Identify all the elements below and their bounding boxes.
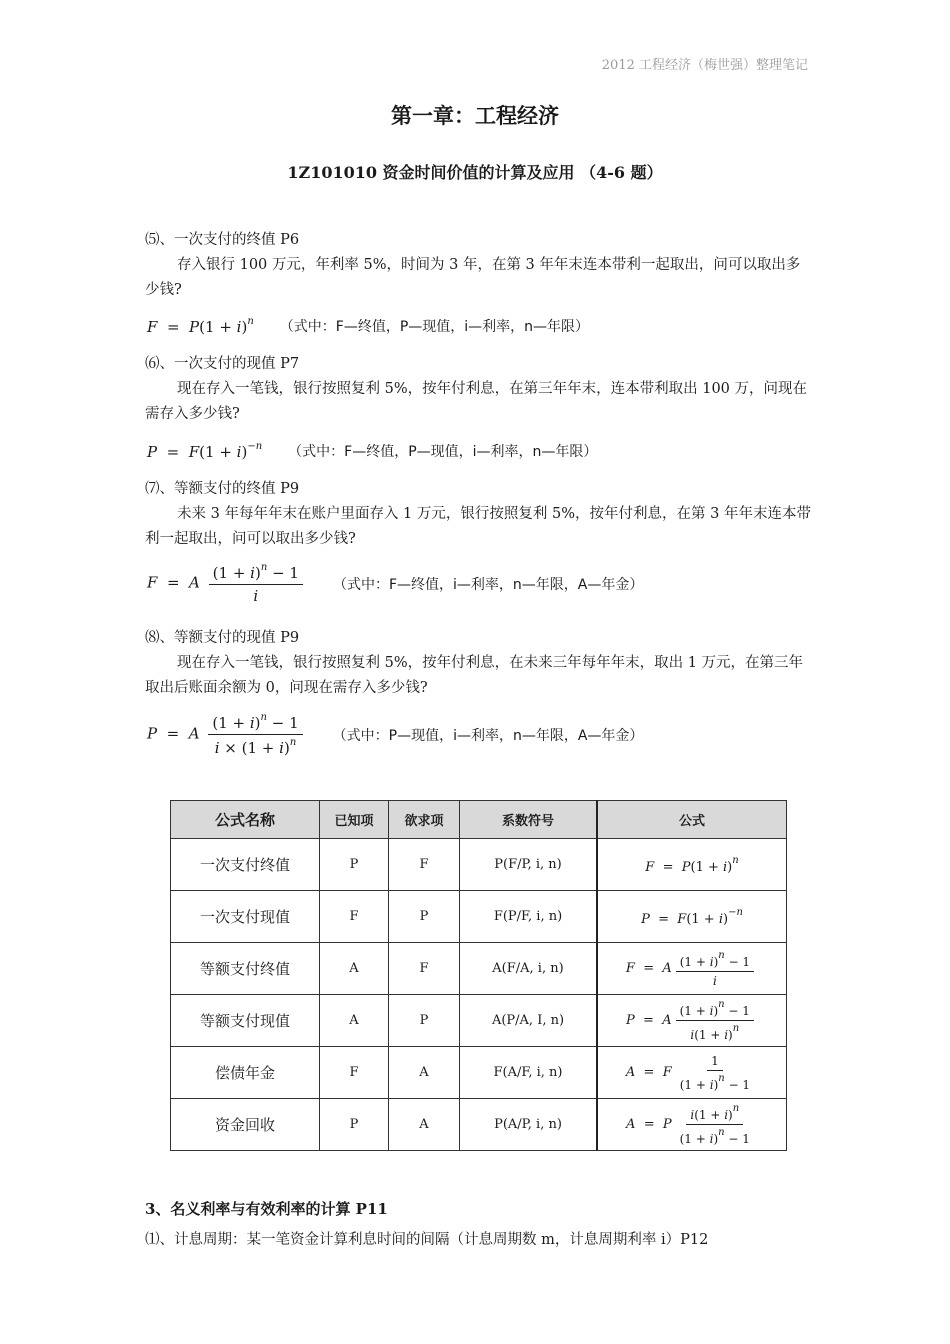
formula-annuity-present: P = A $\frac{(1 + i)^n - 1}{i \times (1 + i)^n}$	[147, 712, 307, 757]
table-header-row	[171, 801, 787, 839]
table-cell: A(P/A, I, n)	[460, 995, 598, 1047]
sub-heading: 3、名义利率与有效利率的计算 P11	[145, 1200, 388, 1218]
chapter-title: 第一章：工程经济	[391, 103, 559, 128]
formula-row-6	[147, 441, 597, 461]
table-cell: P	[389, 995, 460, 1047]
table-row	[171, 1099, 787, 1151]
table-cell: A	[320, 995, 389, 1047]
formula-annuity-future: F = A $\frac{(1 + i)^n - 1}{i}$	[147, 562, 307, 605]
table-cell: 偿债年金	[171, 1047, 320, 1099]
table-cell: F(A/F, i, n)	[460, 1047, 598, 1099]
table-formula-cell: F = A $\frac{(1 + i)^n - 1}{i}$	[597, 943, 787, 995]
item-heading: ⑺、等额支付的终值 P9	[145, 481, 300, 497]
table-formula-cell: $P = F(1 + i)^{-n}$	[597, 891, 787, 943]
table-header: 欲求项	[389, 801, 460, 839]
item-7	[145, 477, 813, 552]
formula-summary-table	[170, 800, 787, 1151]
table-cell: P	[389, 891, 460, 943]
item-body: 存入银行 100 万元，年利率 5%，时间为 3 年，在第 3 年年末连本带利一起取出，问可以取出多少钱?	[145, 257, 801, 298]
table-header: 公式名称	[171, 801, 320, 839]
formula-compound-future: $F = P(1 + i)^n$	[147, 316, 254, 336]
table-cell: F	[389, 839, 460, 891]
formula-note: （式中：F—终值，i—利率，n—年限，A—年金）	[332, 576, 644, 593]
table-cell: F	[320, 891, 389, 943]
formula-row-8	[147, 712, 643, 757]
formula-compound-present: $P = F(1 + i)^{-n}$	[147, 441, 263, 461]
table-formula-cell: P = A $\frac{(1 + i)^n - 1}{i(1 + i)^n}$	[597, 995, 787, 1047]
table-row	[171, 891, 787, 943]
table-cell: A(F/A, i, n)	[460, 943, 598, 995]
table-cell: 一次支付现值	[171, 891, 320, 943]
page-header-note: 2012 工程经济（梅世强）整理笔记	[601, 58, 808, 73]
body-line: ⑴、计息周期：某一笔资金计算利息时间的间隔（计息周期数 m，计息周期利率 i）P12	[145, 1232, 709, 1248]
item-8	[145, 626, 813, 701]
table-header: 已知项	[320, 801, 389, 839]
table-formula-cell: $F = P(1 + i)^n$	[597, 839, 787, 891]
item-heading: ⑻、等额支付的现值 P9	[145, 630, 300, 646]
table-cell: F	[320, 1047, 389, 1099]
formula-row-7	[147, 562, 643, 605]
table-cell: P(A/P, i, n)	[460, 1099, 598, 1151]
table-formula-cell: A = P $\frac{i(1 + i)^n}{(1 + i)^n - 1}$	[597, 1099, 787, 1151]
item-body: 现在存入一笔钱，银行按照复利 5%，按年付利息，在第三年年末，连本带利取出 100 万，问现在需存入多少钱?	[145, 381, 808, 422]
formula-row-5	[147, 316, 589, 336]
table-row	[171, 995, 787, 1047]
item-5	[145, 228, 813, 303]
formula-note: （式中：P—现值，i—利率，n—年限，A—年金）	[332, 727, 644, 744]
table-cell: 一次支付终值	[171, 839, 320, 891]
table-cell: F(P/F, i, n)	[460, 891, 598, 943]
table-formula-cell: A = F $\frac{1}{(1 + i)^n - 1}$	[597, 1047, 787, 1099]
table-cell: P(F/P, i, n)	[460, 839, 598, 891]
item-heading: ⑸、一次支付的终值 P6	[145, 232, 300, 248]
table-cell: A	[320, 943, 389, 995]
item-body: 未来 3 年每年年末在账户里面存入 1 万元，银行按照复利 5%，按年付利息，在第 3 年年末连本带利一起取出，问可以取出多少钱?	[145, 506, 811, 547]
table-row	[171, 943, 787, 995]
formula-note: （式中：F—终值，P—现值，i—利率，n—年限）	[279, 319, 590, 335]
table-row	[171, 1047, 787, 1099]
table-cell: 等额支付终值	[171, 943, 320, 995]
table-header: 公式	[597, 801, 787, 839]
table-cell: F	[389, 943, 460, 995]
item-heading: ⑹、一次支付的现值 P7	[145, 356, 300, 372]
item-6	[145, 352, 813, 427]
section-title: 1Z101010 资金时间价值的计算及应用 （4-6 题）	[287, 163, 663, 182]
table-header: 系数符号	[460, 801, 598, 839]
table-cell: 资金回收	[171, 1099, 320, 1151]
formula-note: （式中：F—终值，P—现值，i—利率，n—年限）	[288, 444, 598, 460]
table-cell: A	[389, 1099, 460, 1151]
table-cell: A	[389, 1047, 460, 1099]
item-body: 现在存入一笔钱，银行按照复利 5%，按年付利息，在未来三年每年年末，取出 1 万元，在第三年取出后账面余额为 0，问现在需存入多少钱?	[145, 655, 804, 696]
table-cell: P	[320, 839, 389, 891]
table-cell: P	[320, 1099, 389, 1151]
table-cell: 等额支付现值	[171, 995, 320, 1047]
table-row	[171, 839, 787, 891]
